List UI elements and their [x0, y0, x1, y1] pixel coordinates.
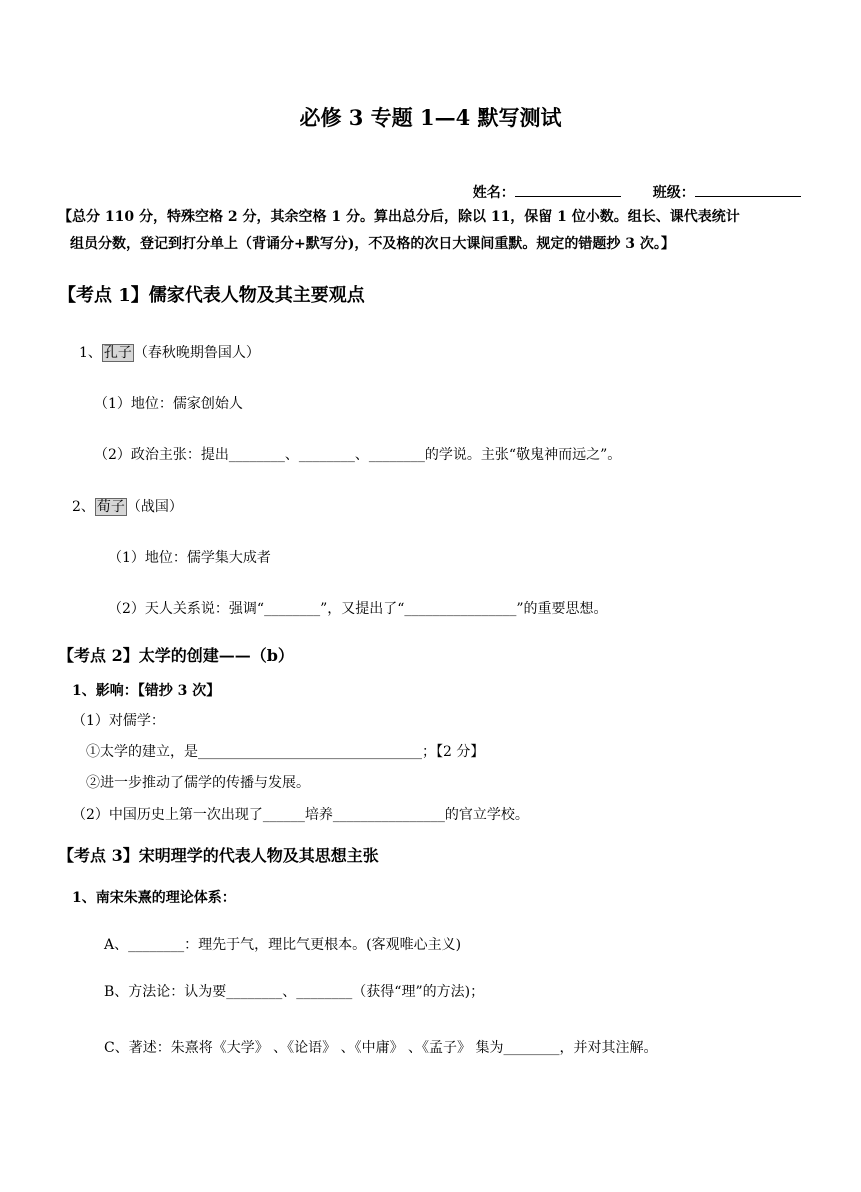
item-xunzi-note: （战国） [126, 499, 183, 515]
intro-text [58, 204, 818, 258]
xunzi-nature: （2）天人关系说：强调“________”，又提出了“________________”的重要思想。 [108, 601, 608, 617]
section-1-heading: 【考点 1】儒家代表人物及其主要观点 [58, 285, 365, 306]
impact-line: 1、影响：【错抄 3 次】 [72, 683, 221, 699]
item-xunzi [72, 497, 183, 517]
name-blank[interactable] [515, 181, 621, 197]
item-xunzi-number: 2、 [72, 499, 95, 515]
item-kongzi-name: 孔子 [103, 345, 132, 361]
kongzi-status: （1）地位：儒家创始人 [94, 396, 243, 412]
name-label: 姓名： [472, 185, 515, 201]
item-kongzi [79, 343, 260, 363]
class-blank[interactable] [695, 181, 801, 197]
zhuxi-c: C、著述：朱熹将《大学》 、《论语》 、《中庸》 、《孟子》 集为________，并对其注解。 [104, 1040, 658, 1056]
kongzi-politics: （2）政治主张：提出________、________、________的学说。主张“敬鬼神而远之”。 [94, 447, 622, 463]
section-3-heading: 【考点 3】宋明理学的代表人物及其思想主张 [58, 846, 379, 865]
to-confucianism: （1）对儒学： [72, 713, 165, 729]
name-class-row [463, 161, 801, 203]
point-1 [86, 742, 484, 762]
item-kongzi-note: （春秋晚期鲁国人） [133, 345, 260, 361]
class-label: 班级： [652, 185, 695, 201]
zhuxi-system: 1、南宋朱熹的理论体系： [72, 890, 236, 906]
xunzi-status: （1）地位：儒学集大成者 [108, 550, 271, 566]
zhuxi-a: A、________：理先于气，理比气更根本。(客观唯心主义) [104, 937, 462, 953]
section-2-heading: 【考点 2】太学的创建——（b） [58, 646, 294, 665]
point-2: ②进一步推动了儒学的传播与发展。 [86, 775, 310, 791]
page-title: 必修 3 专题 1—4 默写测试 [299, 105, 562, 130]
zhuxi-b: B、方法论：认为要________、________（获得“理”的方法)； [104, 984, 485, 1000]
point-3: （2）中国历史上第一次出现了______培养________________的官立学校。 [72, 807, 529, 823]
point-1-text: ①太学的建立，是________________________________；【2 分】 [86, 744, 485, 760]
intro-line-1: 【总分 110 分，特殊空格 2 分，其余空格 1 分。算出总分后，除以 11，保留 1 位小数。组长、课代表统计 [58, 209, 740, 225]
item-kongzi-number: 1、 [79, 345, 102, 361]
item-xunzi-name: 荀子 [96, 499, 125, 515]
intro-line-2: 组员分数，登记到打分单上（背诵分+默写分)，不及格的次日大课间重默。规定的错题抄 3 次。】 [70, 236, 675, 252]
